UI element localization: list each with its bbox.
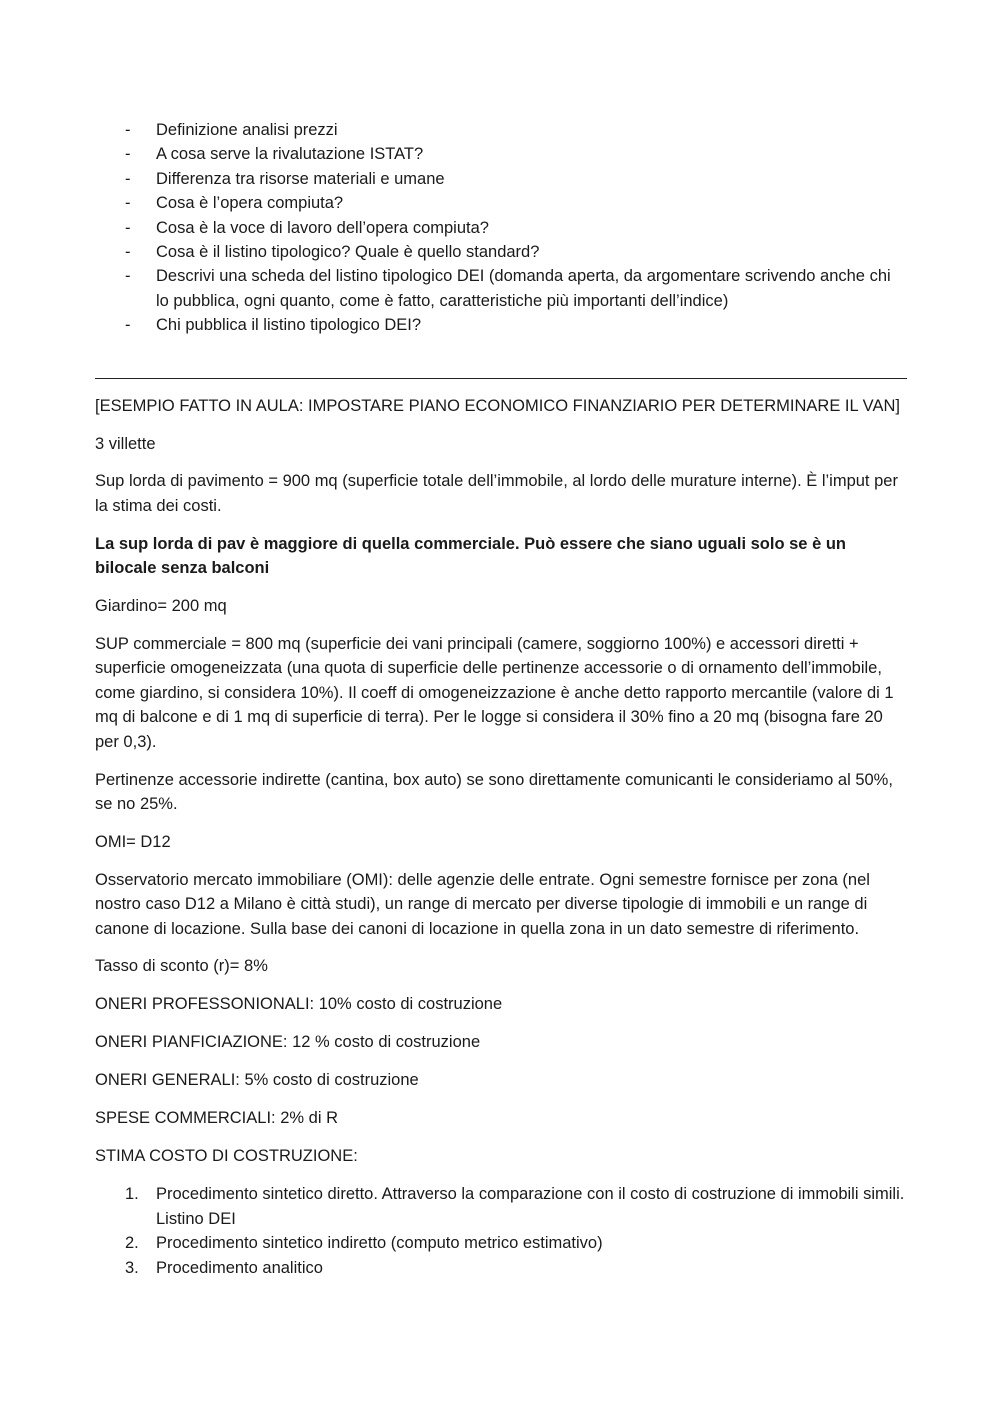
- example-heading: [ESEMPIO FATTO IN AULA: IMPOSTARE PIANO ECONOMICO FINANZIARIO PER DETERMINARE IL VAN]: [95, 396, 900, 415]
- list-item: [95, 1231, 907, 1255]
- list-item: [95, 142, 907, 166]
- list-bullet: -: [125, 169, 131, 188]
- giardino-paragraph: Giardino= 200 mq: [95, 597, 227, 616]
- list-bullet: -: [125, 243, 131, 262]
- list-item: [95, 216, 907, 240]
- list-item-text: Descrivi una scheda del listino tipologico DEI (domanda aperta, da argomentare scrivendo anche chi lo pubblica, ogni quanto, come è fatto, caratteristiche più importanti dell’indice): [156, 267, 891, 310]
- omi-paragraph: OMI= D12: [95, 832, 171, 851]
- pertinenze-paragraph: Pertinenze accessorie indirette (cantina, box auto) se sono direttamente comunicanti le consideriamo al 50%, se no 25%.: [95, 770, 893, 813]
- list-item-text: Procedimento sintetico indiretto (computo metrico estimativo): [156, 1234, 603, 1253]
- list-item-text: Procedimento sintetico diretto. Attraverso la comparazione con il costo di costruzione di immobili simili. Listino DEI: [156, 1185, 905, 1228]
- oneri-professionali-paragraph: ONERI PROFESSONIONALI: 10% costo di costruzione: [95, 995, 503, 1014]
- list-item: [95, 240, 907, 264]
- oneri-pianificazione-paragraph: ONERI PIANFICIAZIONE: 12 % costo di costruzione: [95, 1033, 481, 1052]
- list-bullet: -: [125, 194, 131, 213]
- list-item-text: Cosa è il listino tipologico? Quale è quello standard?: [156, 243, 540, 262]
- list-bullet: -: [125, 145, 131, 164]
- list-number: 1.: [125, 1185, 139, 1204]
- list-item-text: Definizione analisi prezzi: [156, 121, 338, 139]
- list-item: [95, 167, 907, 191]
- osservatorio-paragraph: Osservatorio mercato immobiliare (OMI): delle agenzie delle entrate. Ogni semestre fornisce per zona (nel nostro caso D12 a Milano è città studi), un range di mercato per diverse tipologie di immobili e un range di canone di locazione. Sulla base dei canoni di locazione in quella zona in un dato semestre di riferimento.: [95, 870, 870, 938]
- list-item-text: Chi pubblica il listino tipologico DEI?: [156, 316, 422, 335]
- questions-list: [95, 118, 907, 338]
- list-item: [95, 118, 907, 142]
- sup-lorda-paragraph: Sup lorda di pavimento = 900 mq (superficie totale dell’immobile, al lordo delle murature interne). È l’imput per la stima dei costi.: [95, 472, 898, 515]
- list-number: 2.: [125, 1234, 139, 1253]
- list-item: [95, 1182, 907, 1231]
- spese-commerciali-paragraph: SPESE COMMERCIALI: 2% di R: [95, 1109, 338, 1128]
- bold-note-paragraph: La sup lorda di pav è maggiore di quella commerciale. Può essere che siano uguali solo se è un bilocale senza balconi: [95, 534, 846, 578]
- list-item: [95, 191, 907, 215]
- list-item-text: Cosa è l’opera compiuta?: [156, 194, 344, 213]
- list-item: [95, 1256, 907, 1280]
- list-item: [95, 264, 907, 313]
- procedimenti-list: [95, 1182, 907, 1280]
- list-item-text: Differenza tra risorse materiali e umane: [156, 169, 445, 188]
- list-bullet: -: [125, 267, 131, 286]
- villette-paragraph: 3 villette: [95, 434, 156, 453]
- list-item-text: A cosa serve la rivalutazione ISTAT?: [156, 145, 424, 164]
- stima-heading: STIMA COSTO DI COSTRUZIONE:: [95, 1147, 358, 1165]
- list-number: 3.: [125, 1258, 139, 1277]
- list-item-text: Procedimento analitico: [156, 1258, 323, 1277]
- list-bullet: -: [125, 218, 131, 237]
- list-item: [95, 313, 907, 337]
- oneri-generali-paragraph: ONERI GENERALI: 5% costo di costruzione: [95, 1071, 419, 1090]
- list-item-text: Cosa è la voce di lavoro dell’opera compiuta?: [156, 218, 489, 237]
- tasso-paragraph: Tasso di sconto (r)= 8%: [95, 957, 268, 976]
- sup-commerciale-paragraph: SUP commerciale = 800 mq (superficie dei vani principali (camere, soggiorno 100%) e accessori diretti + superficie omogeneizzata (una quota di superficie delle pertinenze accessorie o di ornamento dell’immobile, come giardino, si considera 10%). Il coeff di omogeneizzazione è anche detto rapporto mercantile (valore di 1 mq di balcone e di 1 mq di superficie di terra). Per le logge si considera il 30% fino a 20 mq (bisogna fare 20 per 0,3).: [95, 635, 894, 751]
- document-page: [95, 118, 907, 1280]
- list-bullet: -: [125, 316, 131, 335]
- list-bullet: -: [125, 121, 131, 139]
- horizontal-divider: [95, 378, 907, 379]
